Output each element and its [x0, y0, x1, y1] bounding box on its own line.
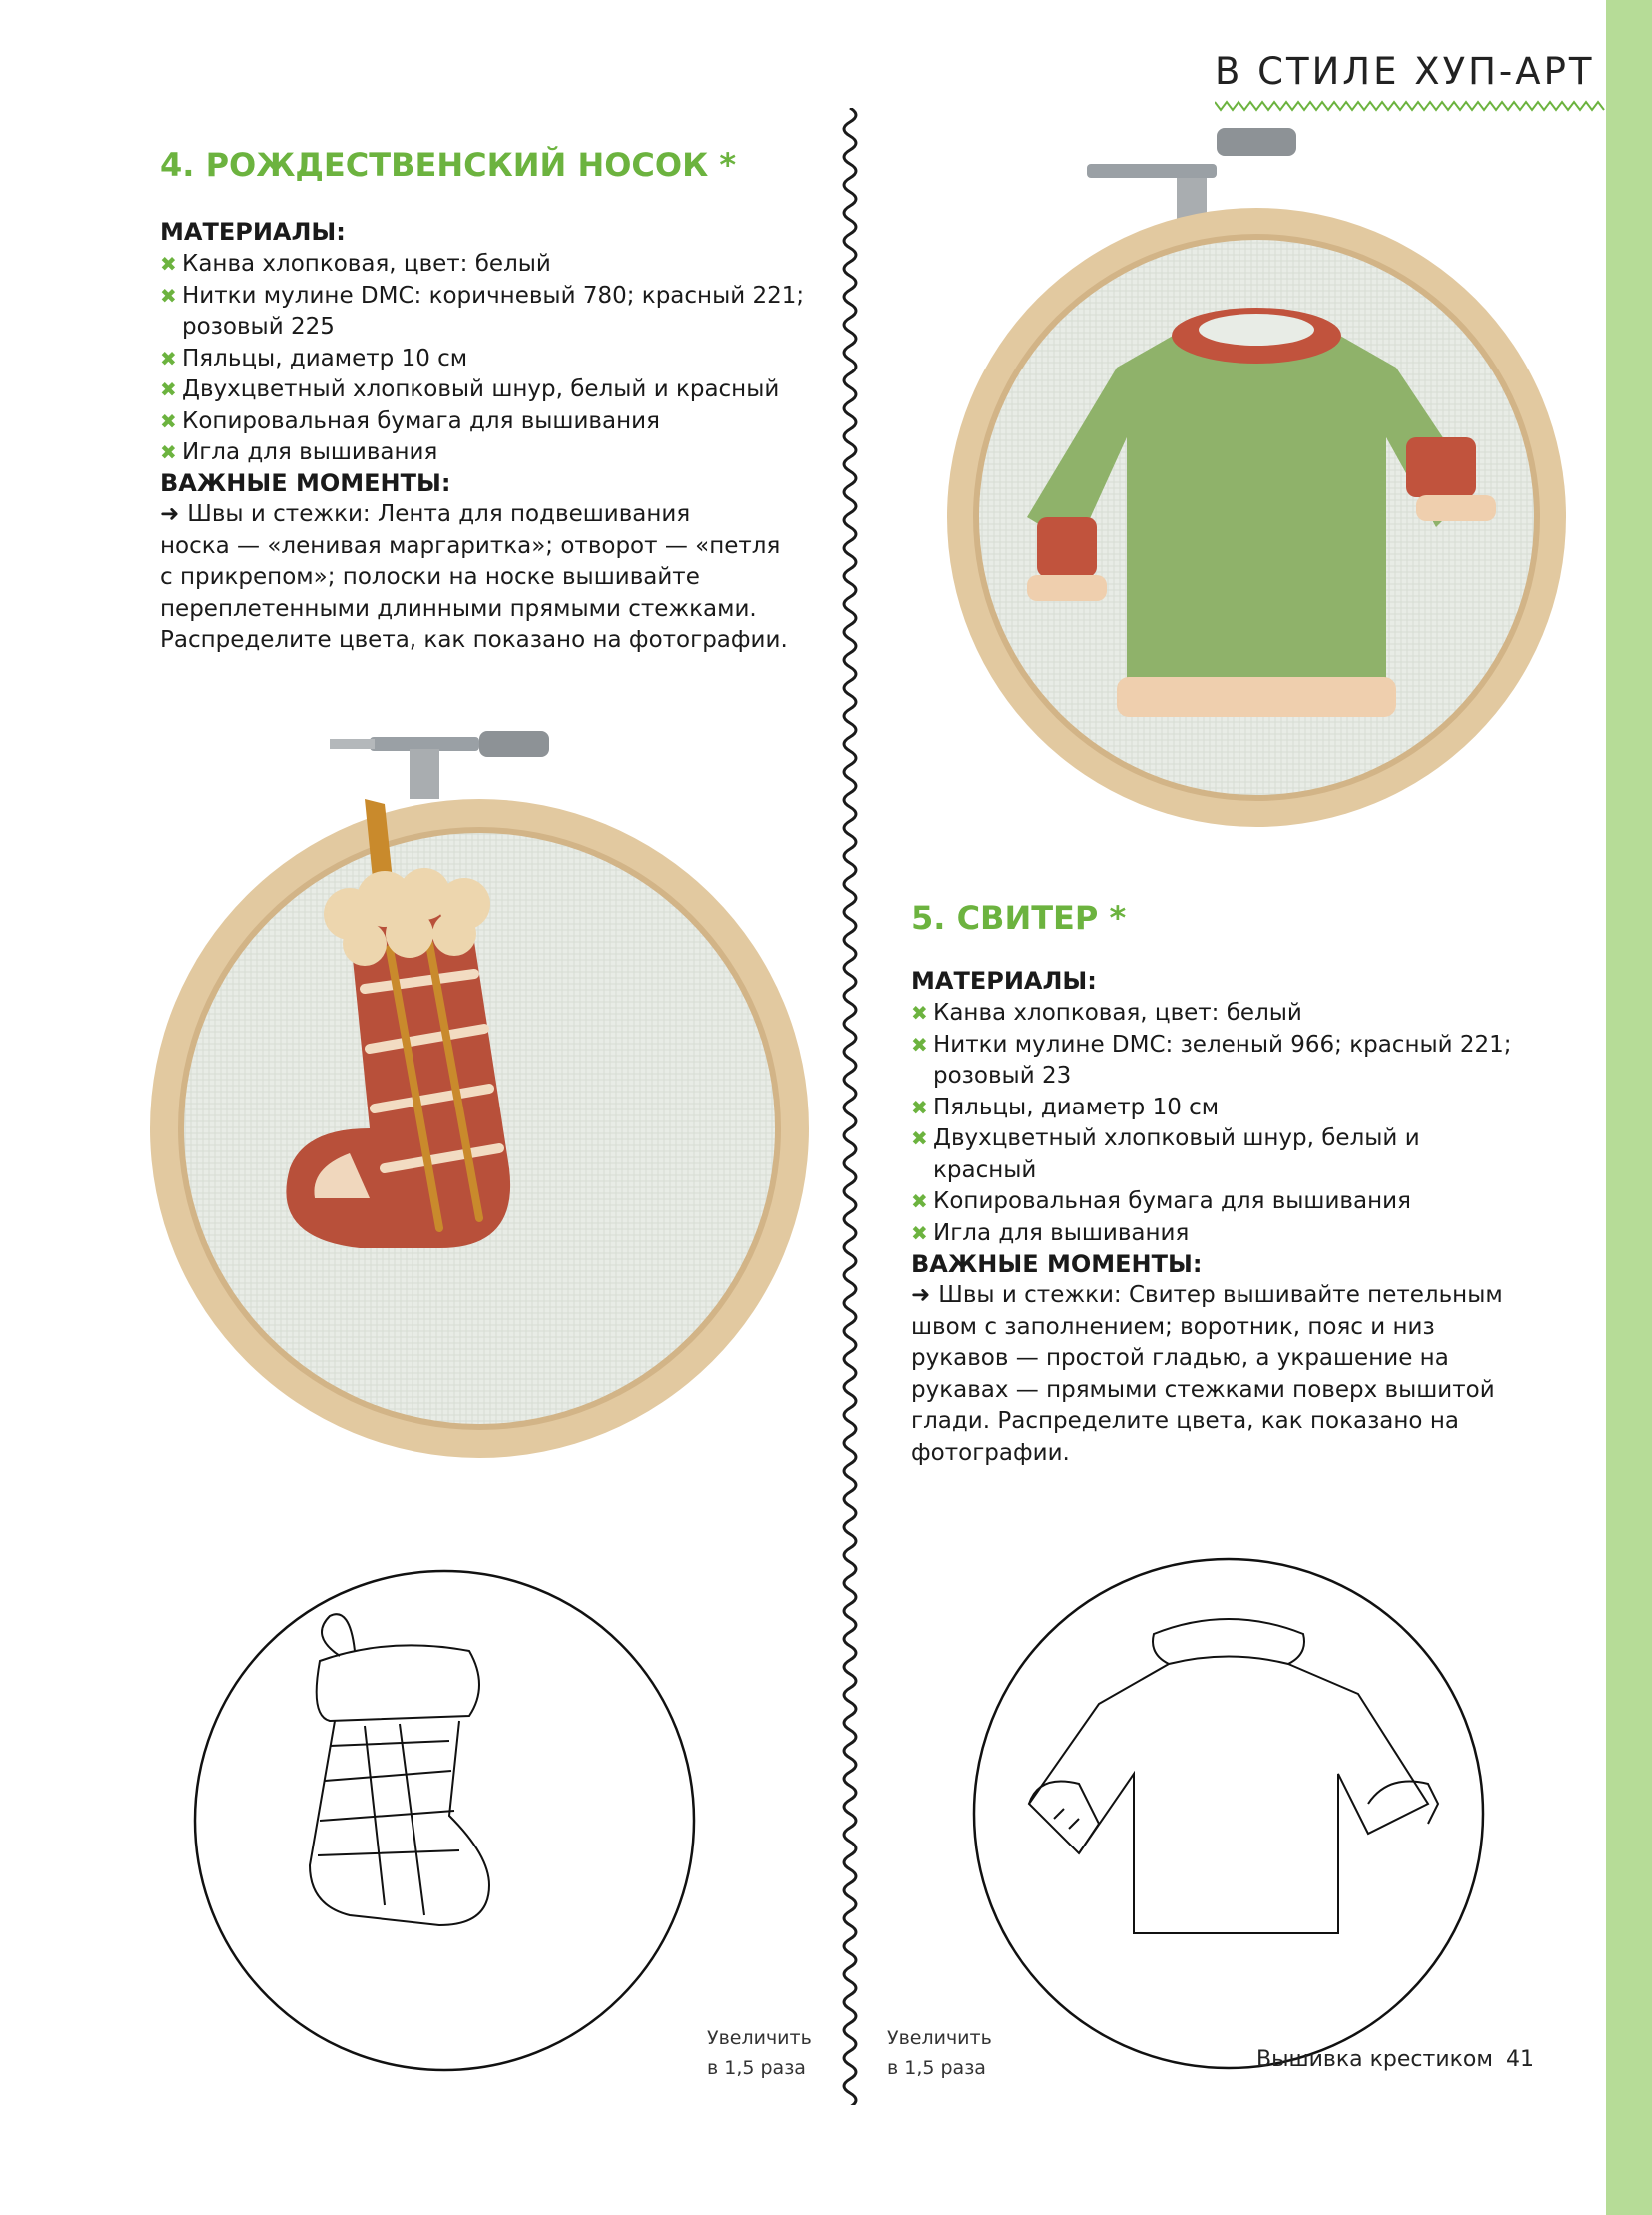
list-item: розовый 225: [182, 314, 335, 340]
cross-bullet-icon: ✖: [160, 377, 177, 401]
sweater-pattern-circle: [969, 1554, 1488, 2073]
list-item: ✖ Игла для вышивания: [160, 437, 804, 469]
list-item: ✖ Нитки мулине DMC: зеленый 966; красный 221;: [911, 1030, 1512, 1062]
sweater-enlarge-note: Увеличить в 1,5 раза: [887, 2027, 992, 2079]
list-item: розовый 23: [933, 1063, 1072, 1089]
list-item: ✖ Копировальная бумага для вышивания: [911, 1186, 1512, 1218]
footer-page-number: 41: [1506, 2047, 1534, 2072]
sock-enlarge-note: Увеличить в 1,5 раза: [707, 2027, 812, 2079]
list-item: ✖ Нитки мулине DMC: коричневый 780; красный 221;: [160, 281, 804, 313]
list-item: ✖ Канва хлопковая, цвет: белый: [911, 998, 1512, 1030]
sweater-outline-icon: [1029, 1619, 1438, 1933]
hoop-screw-icon: [330, 731, 549, 799]
cross-bullet-icon: ✖: [911, 1220, 928, 1245]
footer-book-title: Вышивка крестиком: [1256, 2047, 1493, 2072]
arrow-right-icon: ➜: [160, 501, 188, 527]
cross-bullet-icon: ✖: [911, 1126, 928, 1150]
sock-materials-heading: МАТЕРИАЛЫ:: [160, 218, 346, 246]
stocking-hoop-photo: [140, 729, 819, 1488]
side-color-strip: [1606, 0, 1652, 2215]
sweater-notes-heading: ВАЖНЫЕ МОМЕНТЫ:: [911, 1250, 1203, 1278]
cross-bullet-icon: ✖: [160, 346, 177, 370]
sweater-notes-text: ➜ Швы и стежки: Свитер вышивайте петельным швом с заполнением; воротник, пояс и низ рукавов — простой гладью, а украшение на рукавах — прямыми стежками поверх вышитой глади. Распределите цвета, как показано на фотографии.: [911, 1282, 1503, 1466]
stocking-pattern-circle: [190, 1566, 699, 2075]
list-item: ✖ Пяльцы, диаметр 10 см: [160, 344, 804, 375]
cross-bullet-icon: ✖: [911, 1095, 928, 1119]
list-item: ✖ Двухцветный хлопковый шнур, белый и красный: [160, 374, 804, 406]
list-item: ✖ Игла для вышивания: [911, 1218, 1512, 1250]
cross-bullet-icon: ✖: [160, 440, 177, 464]
sock-notes-heading: ВАЖНЫЕ МОМЕНТЫ:: [160, 469, 451, 497]
sweater-materials-heading: МАТЕРИАЛЫ:: [911, 967, 1097, 995]
sock-notes-text: ➜ Швы и стежки: Лента для подвешивания носка — «ленивая маргаритка»; отворот — «петля с прикрепом»; полоски на носке вышивайте переплетенными длинными прямыми стежками. Распределите цвета, как показано на фотографии.: [160, 501, 788, 653]
stocking-outline-icon: [310, 1614, 489, 1925]
list-item: ✖ Копировальная бумага для вышивания: [160, 406, 804, 438]
page-header-title: В СТИЛЕ ХУП-АРТ: [1215, 50, 1595, 93]
sweater-materials-list: [911, 998, 1512, 1249]
column-wavy-divider: [835, 108, 865, 2105]
list-item: ✖ Пяльцы, диаметр 10 см: [911, 1093, 1512, 1124]
cross-bullet-icon: ✖: [160, 252, 177, 276]
list-item: ✖ Канва хлопковая, цвет: белый: [160, 249, 804, 281]
list-item: красный: [933, 1156, 1037, 1183]
cross-bullet-icon: ✖: [911, 1189, 928, 1213]
cross-bullet-icon: ✖: [911, 1001, 928, 1025]
arrow-right-icon: ➜: [911, 1282, 939, 1308]
cross-bullet-icon: ✖: [160, 283, 177, 308]
sock-materials-list: [160, 249, 804, 469]
cross-bullet-icon: ✖: [911, 1032, 928, 1057]
sweater-hoop-photo: [937, 108, 1576, 847]
cross-bullet-icon: ✖: [160, 408, 177, 433]
sock-project-title: 4. РОЖДЕСТВЕНСКИЙ НОСОК *: [160, 146, 737, 184]
list-item: ✖ Двухцветный хлопковый шнур, белый и: [911, 1123, 1512, 1155]
sweater-project-title: 5. СВИТЕР *: [911, 899, 1127, 937]
